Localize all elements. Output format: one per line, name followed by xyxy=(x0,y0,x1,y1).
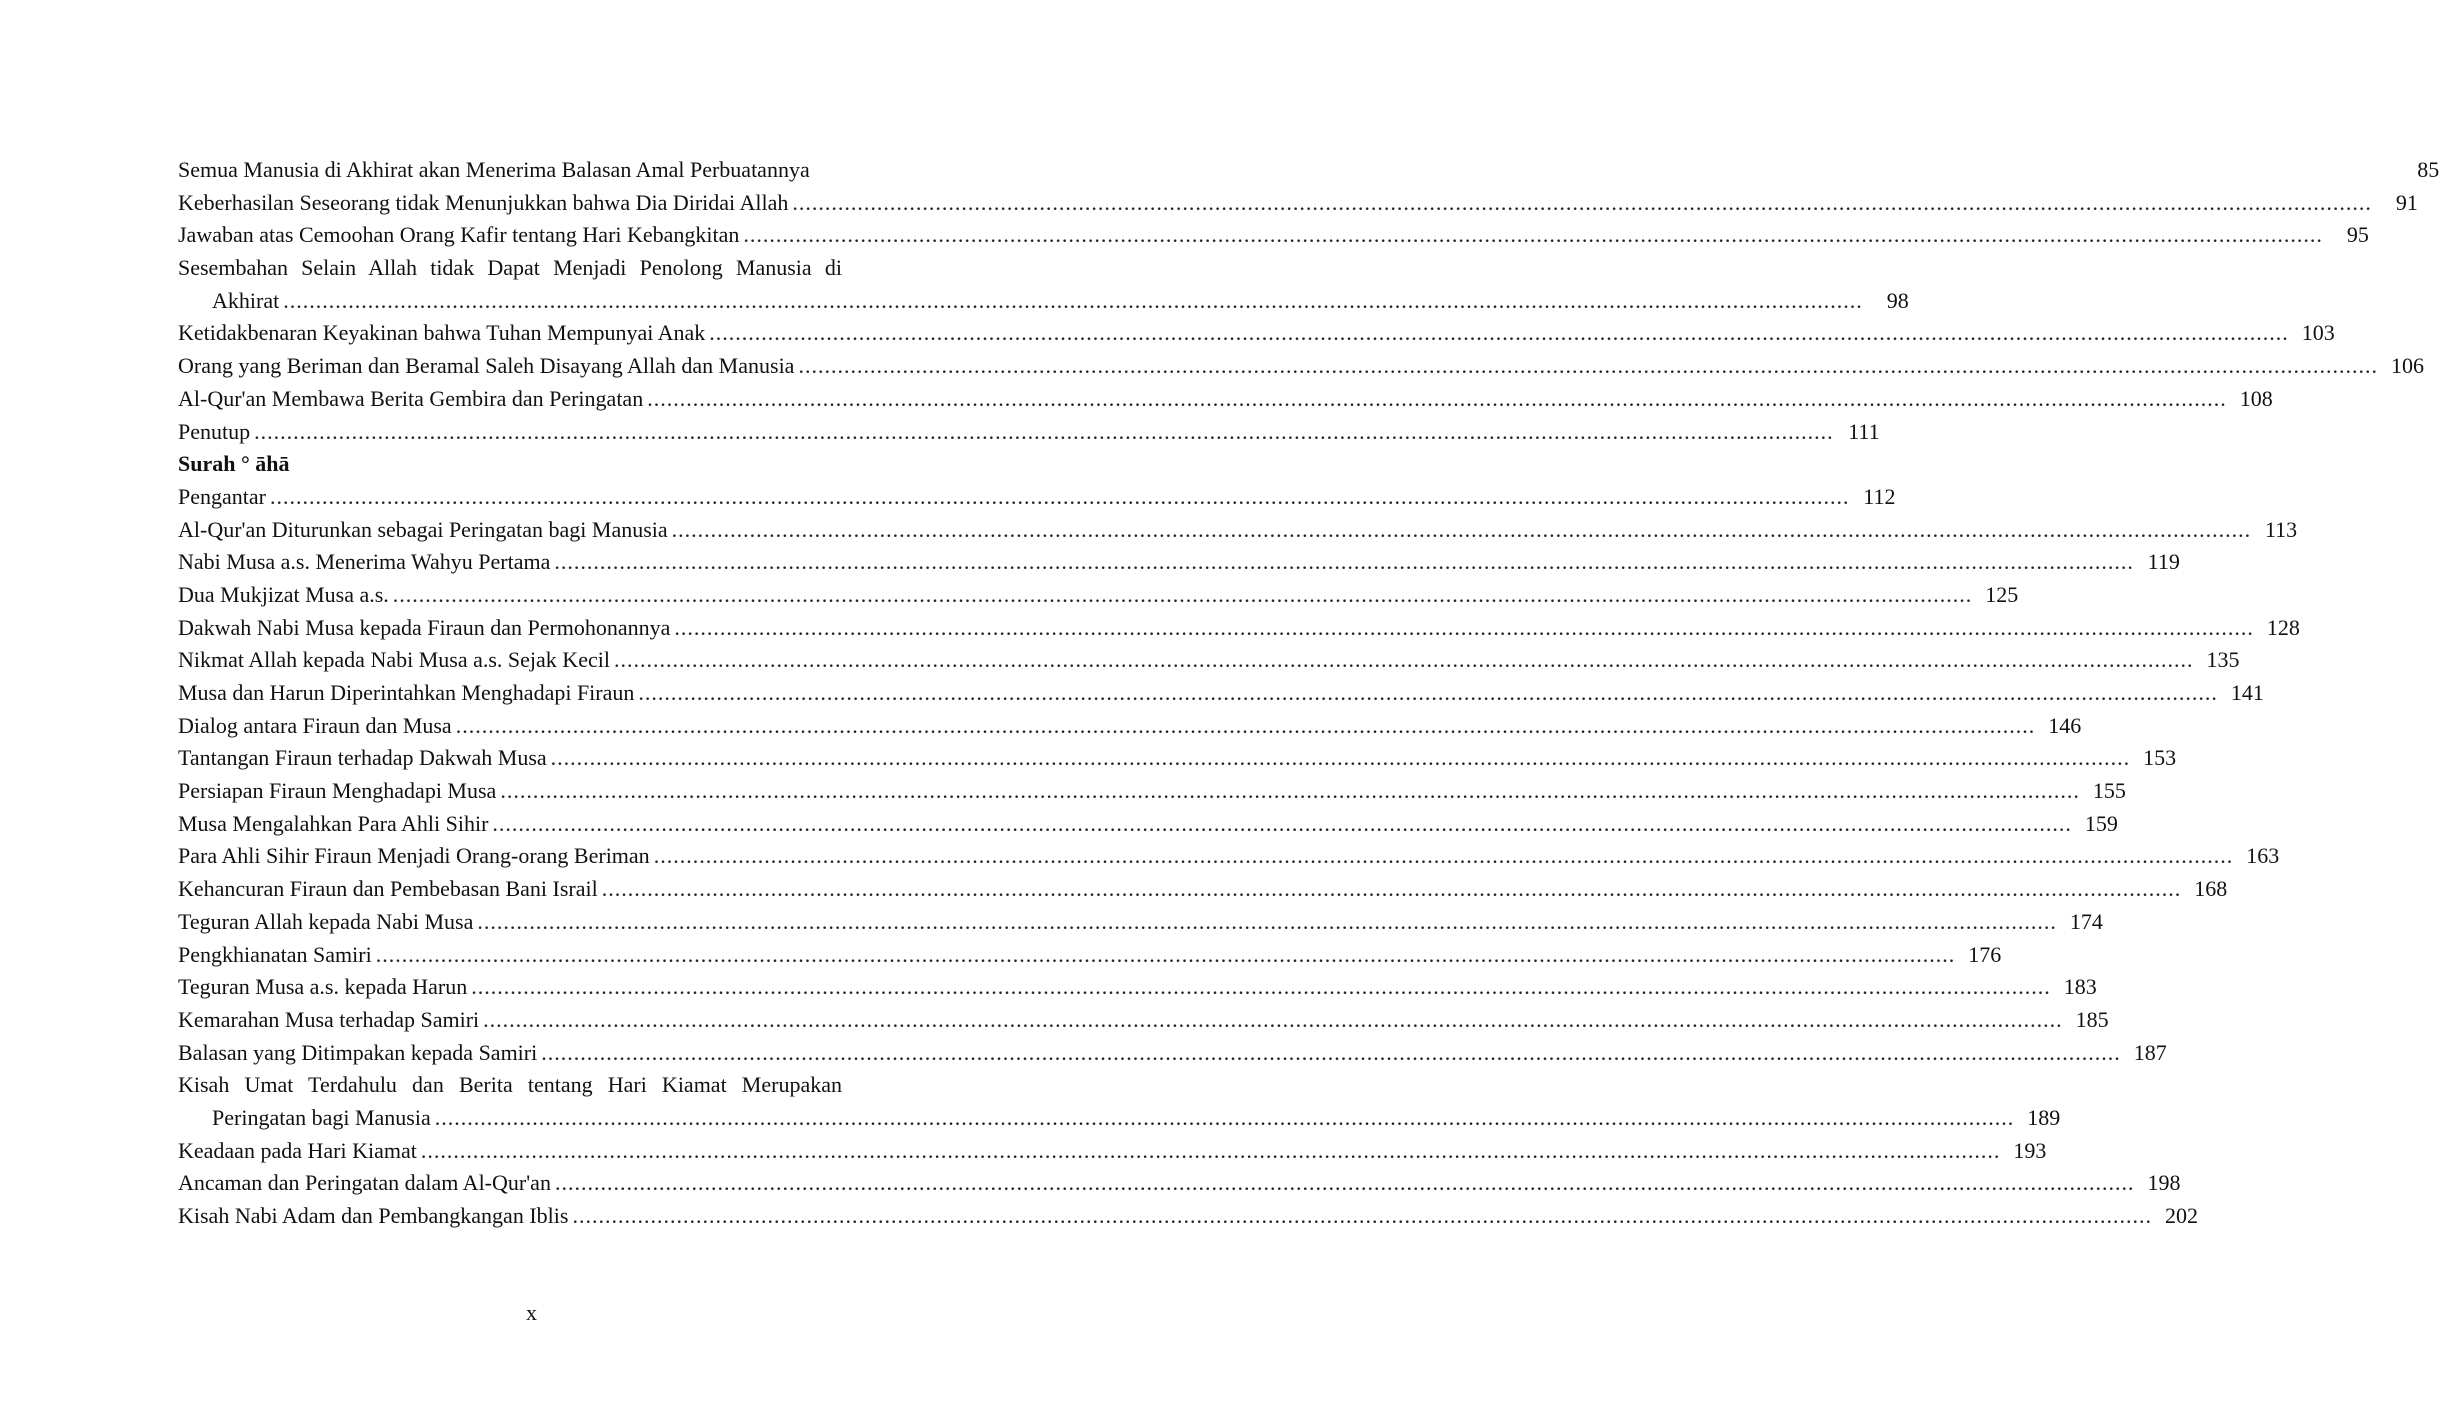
toc-entry xyxy=(178,1167,2181,1200)
toc-entry xyxy=(178,416,1880,449)
toc-entry-page: 106 xyxy=(2390,353,2424,379)
dot-leader xyxy=(654,840,2234,873)
toc-entry-title: Al-Qur'an Diturunkan sebagai Peringatan bagi Manusia xyxy=(178,516,668,542)
dot-leader xyxy=(614,644,2194,677)
toc-entry-title: Dialog antara Firaun dan Musa xyxy=(178,712,452,738)
toc-entry-page: 135 xyxy=(2206,647,2240,673)
toc-entry-title: Kisah Nabi Adam dan Pembangkangan Iblis xyxy=(178,1203,569,1228)
dot-leader xyxy=(483,1004,2063,1037)
toc-entry-title: Keberhasilan Seseorang tidak Menunjukkan bahwa Dia Diridai Allah xyxy=(178,189,789,215)
dot-leader xyxy=(572,1200,2152,1233)
toc-entry-page: 125 xyxy=(1985,581,2019,607)
dot-leader xyxy=(500,775,2080,808)
toc-entry xyxy=(178,612,2300,645)
toc-entry-title: Para Ahli Sihir Firaun Menjadi Orang-orang Beriman xyxy=(178,843,650,869)
toc-entry-page: 159 xyxy=(2084,810,2118,836)
dot-leader xyxy=(283,285,1863,318)
dot-leader xyxy=(376,939,1956,972)
toc-entry xyxy=(178,840,2280,873)
toc-entry-title: Balasan yang Ditimpakan kepada Samiri xyxy=(178,1039,538,1065)
toc-entry-page: 113 xyxy=(2264,516,2298,542)
toc-entry xyxy=(178,775,2126,808)
toc-entry-page: 91 xyxy=(2395,189,2418,215)
toc-entry-title: Nikmat Allah kepada Nabi Musa a.s. Sejak Kecil xyxy=(178,647,610,673)
dot-leader xyxy=(638,677,2218,710)
dot-leader xyxy=(792,187,2372,220)
dot-leader xyxy=(456,710,2036,743)
toc-entry xyxy=(178,350,2424,383)
toc-entry-line1 xyxy=(178,252,842,285)
toc-entry-title: Musa Mengalahkan Para Ahli Sihir xyxy=(178,810,489,836)
toc-entry-page: 183 xyxy=(2063,974,2097,1000)
dot-leader xyxy=(743,219,2323,252)
toc-entry xyxy=(178,906,2103,939)
dot-leader xyxy=(421,1135,2001,1168)
dot-leader xyxy=(798,350,2378,383)
toc-entry xyxy=(178,808,2118,841)
toc-entry-title-line2: Peringatan bagi Manusia xyxy=(212,1104,431,1130)
toc-entry-page: 187 xyxy=(2133,1039,2167,1065)
toc-entry-title: Pengkhianatan Samiri xyxy=(178,941,372,967)
toc-entry-page: 128 xyxy=(2266,614,2300,640)
toc-entry-title-line2: Akhirat xyxy=(212,287,280,313)
toc-entry xyxy=(178,971,2097,1004)
toc-entry-page: 174 xyxy=(2069,908,2103,934)
toc-entry-page: 112 xyxy=(1863,483,1896,509)
toc-entry xyxy=(178,187,2418,220)
toc-entry xyxy=(178,514,2298,547)
toc-entry-title: Kehancuran Firaun dan Pembebasan Bani Israil xyxy=(178,876,598,902)
toc-entry xyxy=(178,939,2002,972)
toc-entry-title-line1: Kisah Umat Terdahulu dan Berita tentang Hari Kiamat Merupakan xyxy=(178,1072,842,1098)
toc-entry-title: Tantangan Firaun terhadap Dakwah Musa xyxy=(178,745,547,771)
toc-entry-page: 119 xyxy=(2147,549,2180,575)
toc-entry xyxy=(178,1135,2047,1168)
toc-entry xyxy=(178,154,2439,187)
toc-entry xyxy=(178,579,2019,612)
toc-entry xyxy=(178,677,2264,710)
toc-entry-page: 163 xyxy=(2246,843,2280,869)
toc-entry-title: Jawaban atas Cemoohan Orang Kafir tentang Hari Kebangkitan xyxy=(178,222,740,248)
toc-entry-page: 176 xyxy=(1968,941,2002,967)
toc-entry-title: Semua Manusia di Akhirat akan Menerima Balasan Amal Perbuatannya xyxy=(178,157,810,182)
toc-entry-page: 103 xyxy=(2301,320,2335,346)
toc-entry-title: Dua Mukjizat Musa a.s. xyxy=(178,581,389,607)
toc-entry-title: Nabi Musa a.s. Menerima Wahyu Pertama xyxy=(178,549,551,575)
toc-entry-line2 xyxy=(178,285,1909,318)
toc-entry-title: Ancaman dan Peringatan dalam Al-Qur'an xyxy=(178,1170,551,1196)
dot-leader xyxy=(709,317,2289,350)
toc-entry xyxy=(178,481,1896,514)
toc-entry-title: Keadaan pada Hari Kiamat xyxy=(178,1137,417,1163)
toc-entry-title: Orang yang Beriman dan Beramal Saleh Disayang Allah dan Manusia xyxy=(178,353,795,379)
toc-entry-title: Pengantar xyxy=(178,483,266,509)
toc-entry xyxy=(178,317,2335,350)
toc-entry-page: 95 xyxy=(2346,222,2369,248)
toc-entry-title: Musa dan Harun Diperintahkan Menghadapi Firaun xyxy=(178,680,635,705)
toc-entry-page: 202 xyxy=(2164,1203,2198,1228)
toc-entry-title: Teguran Musa a.s. kepada Harun xyxy=(178,974,468,1000)
toc-entry-line2 xyxy=(178,1102,2061,1135)
toc-entry-page: 198 xyxy=(2147,1170,2181,1196)
dot-leader xyxy=(270,481,1850,514)
toc-entry-title: Kemarahan Musa terhadap Samiri xyxy=(178,1006,480,1032)
toc-entry-title-line1: Sesembahan Selain Allah tidak Dapat Menjadi Penolong Manusia di xyxy=(178,255,842,281)
toc-entry xyxy=(178,219,2369,252)
section-heading-text: Surah ° āhā xyxy=(178,451,290,477)
toc-entry-page: 108 xyxy=(2239,385,2273,411)
toc-entry xyxy=(178,1037,2167,1070)
toc-entry xyxy=(178,710,2082,743)
dot-leader xyxy=(541,1037,2121,1070)
dot-leader xyxy=(492,808,2072,841)
toc-entry-page: 85 xyxy=(2417,157,2439,182)
toc-entry-line1 xyxy=(178,1069,842,1102)
toc-entry-page: 111 xyxy=(1848,418,1880,444)
page-number-footer: x xyxy=(526,1300,537,1325)
toc-entry xyxy=(178,546,2180,579)
toc-entry-title: Penutup xyxy=(178,418,251,444)
table-of-contents xyxy=(178,154,2439,1233)
toc-entry xyxy=(178,383,2273,416)
toc-entry xyxy=(178,742,2177,775)
dot-leader xyxy=(477,906,2057,939)
dot-leader xyxy=(393,579,1973,612)
dot-leader xyxy=(672,514,2252,547)
toc-entry xyxy=(178,873,2228,906)
toc-entry xyxy=(178,1004,2109,1037)
dot-leader xyxy=(602,873,2182,906)
toc-entry-page: 168 xyxy=(2194,876,2228,902)
toc-entry-page: 153 xyxy=(2143,745,2177,771)
dot-leader xyxy=(554,546,2134,579)
dot-leader xyxy=(551,742,2131,775)
toc-entry-page: 98 xyxy=(1886,287,1909,313)
dot-leader xyxy=(254,416,1834,449)
dot-leader xyxy=(471,971,2051,1004)
dot-leader xyxy=(435,1102,2015,1135)
toc-entry-title: Persiapan Firaun Menghadapi Musa xyxy=(178,778,497,804)
dot-leader xyxy=(647,383,2227,416)
section-heading xyxy=(178,448,886,481)
dot-leader xyxy=(674,612,2254,645)
toc-entry-page: 155 xyxy=(2092,778,2126,804)
toc-entry-title: Al-Qur'an Membawa Berita Gembira dan Peringatan xyxy=(178,385,644,411)
toc-entry xyxy=(178,644,2240,677)
toc-entry-page: 146 xyxy=(2048,712,2082,738)
toc-entry-page: 189 xyxy=(2027,1104,2061,1130)
toc-entry xyxy=(178,1200,2198,1233)
toc-entry-title: Dakwah Nabi Musa kepada Firaun dan Permohonannya xyxy=(178,614,671,640)
toc-entry-page: 185 xyxy=(2075,1006,2109,1032)
toc-entry-page: 141 xyxy=(2230,680,2264,705)
toc-entry-title: Teguran Allah kepada Nabi Musa xyxy=(178,908,474,934)
toc-entry-title: Ketidakbenaran Keyakinan bahwa Tuhan Mempunyai Anak xyxy=(178,320,706,346)
toc-entry-page: 193 xyxy=(2013,1137,2047,1163)
dot-leader xyxy=(555,1167,2135,1200)
